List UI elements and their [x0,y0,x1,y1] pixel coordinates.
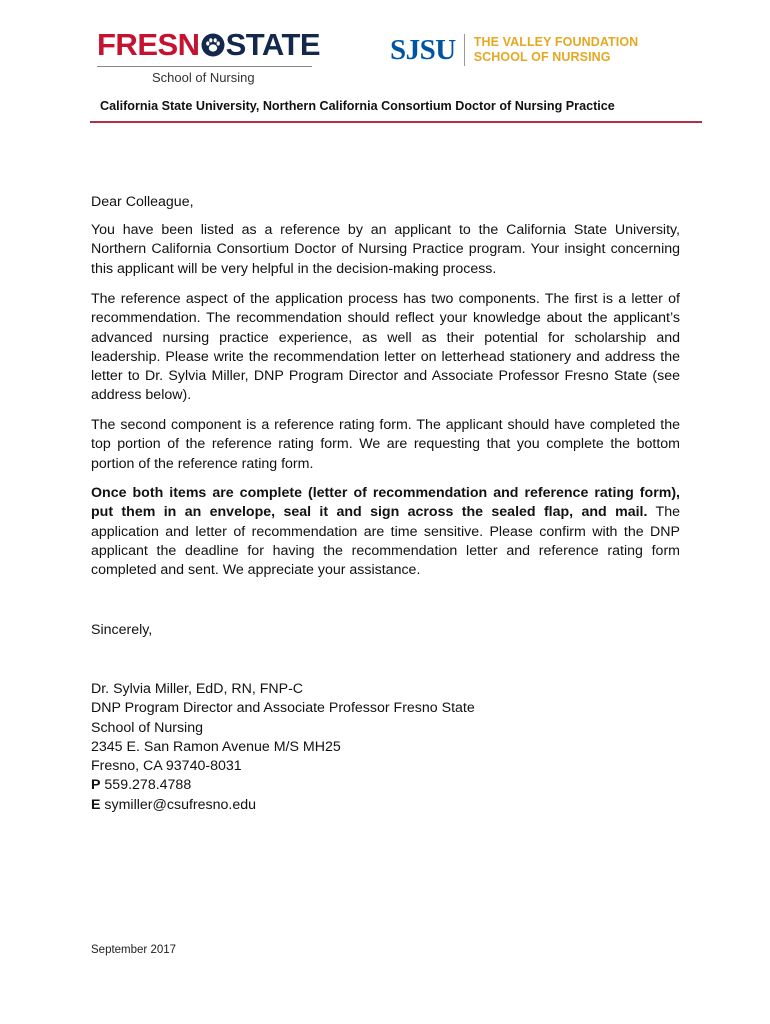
paw-print-icon [201,33,225,57]
fresno-word: FRESN [97,27,200,62]
fresno-logo-subtitle: School of Nursing [152,70,255,85]
sjsu-school-name [474,35,639,65]
email-line [91,796,475,815]
signatory-department: School of Nursing [91,719,203,736]
signatory-title: DNP Program Director and Associate Professor Fresno State [91,700,475,717]
sjsu-logo-divider [464,34,465,66]
phone-number: 559.278.4788 [104,777,192,794]
letter-closing: Sincerely, [91,622,153,638]
letter-paragraph-3: The second component is a reference rating form. The applicant should have completed the top portion of the reference rating form. We are requesting that you complete the bottom portion of the reference rating form. [91,417,680,472]
letter-paragraph-2: The reference aspect of the application process has two components. The first is a letter of recommendation. The recommendation should reflect your knowledge about the applicant’s advanced nursing practice experience, as well as their potential for scholarship and leadership. Please write the recommendation letter on letterhead stationery and address the letter to Dr. Sylvia Miller, DNP Program Director and Associate Professor Fresno State (see address below). [91,291,680,404]
footer-date: September 2017 [91,944,177,956]
state-word: STATE [225,27,321,62]
header-divider [90,121,702,123]
sjsu-logo [390,30,638,70]
signatory-name: Dr. Sylvia Miller, EdD, RN, FNP-C [91,681,304,697]
letter-paragraph-4-bold: Once both items are complete (letter of recommendation and reference rating form), put them in an envelope, seal it and sign across the sealed flap, and mail. [91,485,680,521]
address-city: Fresno, CA 93740-8031 [91,758,242,775]
fresno-state-wordmark [97,27,321,62]
sjsu-wordmark: SJSU [390,33,456,66]
sjsu-school-line2: SCHOOL OF NURSING [473,50,611,64]
phone-label: P [91,777,101,794]
letter-paragraph-1: You have been listed as a reference by an applicant to the California State University, Northern California Consortium Doctor of Nursing Practice program. Your insight concerning this applicant will be very helpful in the decision-making process. [91,222,680,277]
email-label: E [91,796,101,813]
letter-paragraph-4 [91,484,680,580]
phone-line [91,776,475,795]
email-address: symiller@csufresno.edu [104,796,257,813]
letter-greeting: Dear Colleague, [91,194,194,210]
address-street: 2345 E. San Ramon Avenue M/S MH25 [91,738,341,755]
letter-paragraph-4-rest: The application and letter of recommendation are time sensitive. Please confirm with the DNP applicant the deadline for having the recommendation letter and reference rating form completed and sent. We appreciate your assistance. [91,504,680,579]
fresno-state-logo [97,27,321,85]
program-title: California State University, Northern California Consortium Doctor of Nursing Practice [100,99,615,113]
signature-block [91,680,475,815]
sjsu-school-line1: THE VALLEY FOUNDATION [473,35,639,49]
fresno-logo-divider [97,66,312,67]
